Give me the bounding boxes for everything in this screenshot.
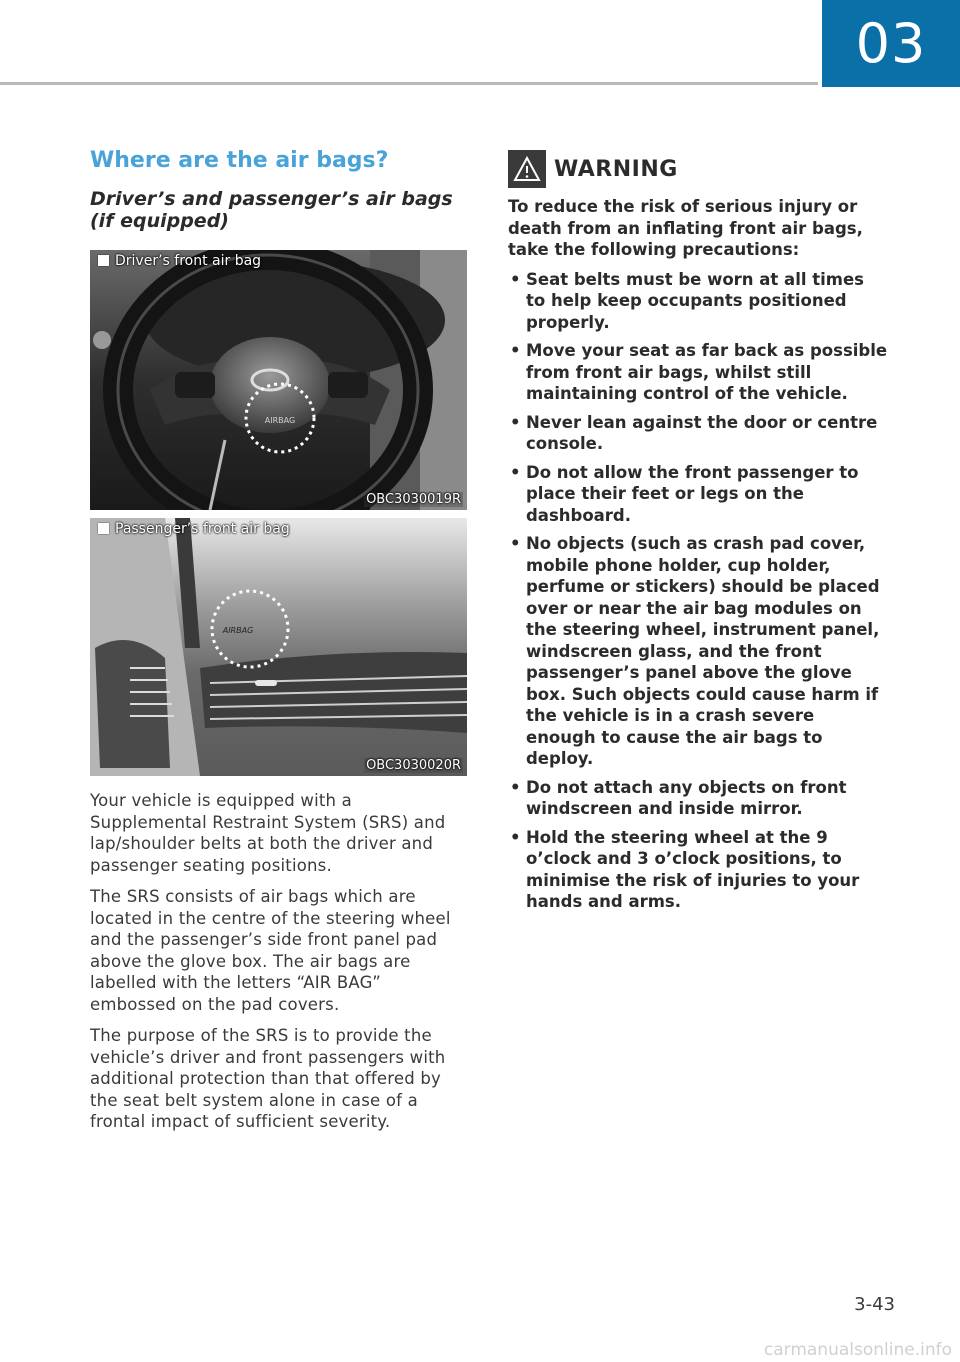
list-item: • Move your seat as far back as possible from front air bags, whilst still maintaining control of the vehicle. <box>510 341 888 403</box>
airbag-emboss-text: AIRBAG <box>264 416 296 425</box>
warning-list <box>508 269 888 913</box>
list-item: • Seat belts must be worn at all times to help keep occupants positioned properly. <box>510 269 865 332</box>
header-rule <box>0 82 818 85</box>
left-column <box>90 146 468 1143</box>
list-item: • Do not attach any objects on front windscreen and inside mirror. <box>510 777 847 818</box>
warning-header <box>508 150 888 188</box>
steering-wheel-illustration <box>90 250 467 510</box>
figure-code: OBC3030019R <box>366 492 461 507</box>
square-bullet-icon <box>98 255 109 266</box>
figure-caption: Driver’s front air bag <box>98 253 261 269</box>
figure-caption: Passenger’s front air bag <box>98 521 290 537</box>
body-paragraph: Your vehicle is equipped with a Supplemental Restraint System (SRS) and lap/shoulder belts at both the driver and passenger seating positions. <box>90 791 446 875</box>
dashboard-illustration <box>90 518 467 776</box>
subsection-title: Driver’s and passenger’s air bags (if equipped) <box>90 188 453 232</box>
warning-title: WARNING <box>554 156 678 182</box>
page-number: 3-43 <box>854 1294 895 1315</box>
passenger-airbag-figure <box>90 518 467 776</box>
square-bullet-icon <box>98 523 109 534</box>
driver-airbag-figure <box>90 250 467 510</box>
chapter-tab: 03 <box>822 0 960 87</box>
list-item: • Hold the steering wheel at the 9 o’clock and 3 o’clock positions, to minimise the risk of injuries to your hands and arms. <box>510 827 860 911</box>
figure-code: OBC3030020R <box>366 758 461 773</box>
body-paragraph: The purpose of the SRS is to provide the vehicle’s driver and front passengers with additional protection than that offered by the seat belt system alone in case of a frontal impact of sufficient severity. <box>90 1026 446 1131</box>
warning-triangle-icon <box>508 150 546 188</box>
watermark: carmanualsonline.info <box>763 1340 952 1360</box>
warning-intro: To reduce the risk of serious injury or death from an inflating front air bags, take the following precautions: <box>508 197 863 259</box>
airbag-emboss-text: AIRBAG <box>222 626 254 635</box>
list-item: • Never lean against the door or centre console. <box>510 412 878 453</box>
section-title: Where are the air bags? <box>90 148 389 173</box>
warning-box <box>508 150 888 920</box>
list-item: • No objects (such as crash pad cover, mobile phone holder, cup holder, perfume or stickers) should be placed over or near the air bag modules on the steering wheel, instrument panel, windscreen glass, and the front passenger’s panel above the glove box. Such objects could cause harm if the vehicle is in a crash severe enough to cause the air bags to deploy. <box>510 534 880 768</box>
list-item: • Do not allow the front passenger to place their feet or legs on the dashboard. <box>510 462 859 525</box>
body-paragraph: The SRS consists of air bags which are located in the centre of the steering wheel and the passenger’s side front panel pad above the glove box. The air bags are labelled with the letters “AIR BAG” embossed on the pad covers. <box>90 887 451 1014</box>
